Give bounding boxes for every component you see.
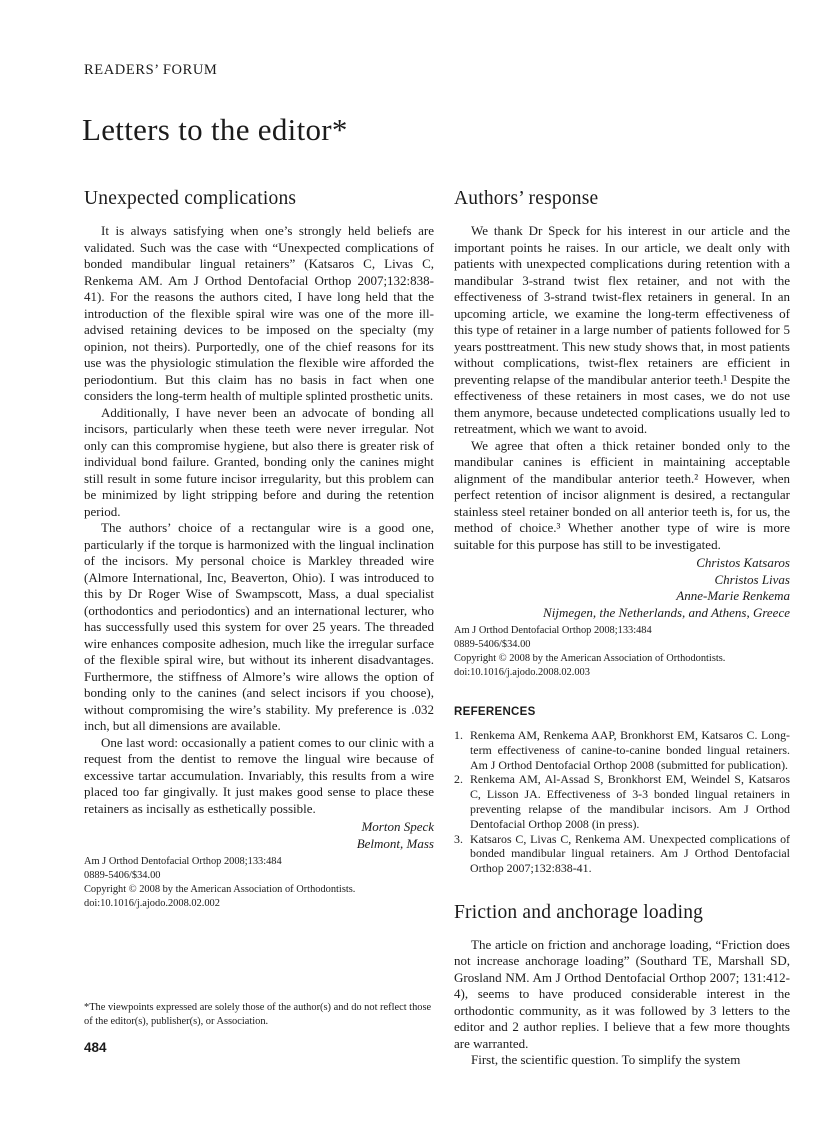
right-column xyxy=(454,188,790,1069)
reference-number: 3. xyxy=(454,831,463,846)
letter-friction-anchorage xyxy=(454,902,790,1069)
signature-block xyxy=(84,819,434,852)
section-kicker: READERS’ FORUM xyxy=(84,62,218,78)
citation-line: Am J Orthod Dentofacial Orthop 2008;133:484 xyxy=(84,856,282,867)
paragraph: We thank Dr Speck for his interest in our article and the important points he raises. In our article, we dealt only with patients with unexpected complications during retention with a mandibular 3-strand twist flex retainer, and not with the effectiveness of 3-strand twist-flex retainers in general. In an upcoming article, we examine the long-term effectiveness of this type of retainer in a large number of patients followed for 5 years posttreatment. This new study shows that, in most patients without complications, twist-flex retainers are efficient in preventing relapse of the mandibular anterior teeth.¹ Despite the effectiveness of these retainers in most cases, we do not use them anymore, because undetected complications usually led to retreatment, which we want to avoid. xyxy=(454,223,790,436)
references-heading: REFERENCES xyxy=(454,706,536,718)
signature-name: Christos Livas xyxy=(714,571,790,587)
reference-item xyxy=(454,728,790,772)
signature-name: Morton Speck xyxy=(361,819,434,834)
citation-line: 0889-5406/$34.00 xyxy=(454,639,531,650)
signature-block xyxy=(454,555,790,621)
citation-line: Copyright © 2008 by the American Association of Orthodontists. xyxy=(454,653,726,664)
page-title: Letters to the editor* xyxy=(82,112,348,147)
reference-item xyxy=(454,772,790,831)
paragraph: We agree that often a thick retainer bonded only to the mandibular canines is efficient in maintaining acceptable alignment of the mandibular anterior teeth.² However, when perfect retention of incisor alignment is desired, a rectangular stainless steel retainer bonded on all anterior teeth is, for us, the method of choice.³ Whether another type of wire is more suitable for this purpose has still to be investigated. xyxy=(454,437,790,552)
letter-heading: Friction and anchorage loading xyxy=(454,901,704,923)
left-column xyxy=(84,188,434,1069)
signature-name: Anne-Marie Renkema xyxy=(676,588,790,603)
page-number: 484 xyxy=(84,1040,107,1055)
reference-number: 1. xyxy=(454,728,463,742)
citation-block xyxy=(454,624,790,680)
reference-text: Renkema AM, Renkema AAP, Bronkhorst EM, Katsaros C. Long-term effectiveness of canine-to-canine bonded lingual retainers. Am J Orthod Dentofacial Orthop 2008 (submitted for publication). xyxy=(470,728,790,772)
citation-line: Copyright © 2008 by the American Association of Orthodontists. xyxy=(84,884,356,895)
reference-text: Renkema AM, Al-Assad S, Bronkhorst EM, Weindel S, Katsaros C, Lisson JA. Effectiveness of 3-3 bonded lingual retainers in preventing relapse of the mandibular incisors. Am J Orthod Dentofacial Orthop 2008 (in press). xyxy=(470,772,790,831)
reference-item xyxy=(454,832,790,876)
paragraph: First, the scientific question. To simplify the system xyxy=(471,1052,741,1068)
two-column-layout xyxy=(84,188,790,1069)
response-heading: Authors’ response xyxy=(454,188,599,209)
references-list xyxy=(454,728,790,876)
signature-location: Belmont, Mass xyxy=(356,835,434,851)
paragraph: Additionally, I have never been an advocate of bonding all incisors, particularly when these teeth were never irregular. Not only can this compromise hygiene, but also there is greater risk of individual bond failure. Granted, bonding only the canines might still result in some future incisor irregularity, but this problem can be minimized by light stripping before and during the retention period. xyxy=(84,404,434,519)
paragraph: The authors’ choice of a rectangular wire is a good one, particularly if the torque is harmonized with the lingual inclination of the incisors. My personal choice is Markley threaded wire (Almore International, Inc, Beaverton, Ohio). I was introduced to this by Dr Roger Wise of Swampscott, Mass, a dual specialist (orthodontics and periodontics) and an international lecturer, who has successfully used this system for over 25 years. The threaded wire enhances composite adhesion, much like the irregular surface of the flexible spiral wire, but without its inherent disadvantages. Furthermore, the stiffness of Almore’s wire allows the option of bonding only to the canines (and select incisors if you choose), without compromising the wire’s stability. My preference is .032 inch, but all dimensions are available. xyxy=(84,520,434,733)
citation-line: Am J Orthod Dentofacial Orthop 2008;133:484 xyxy=(454,625,652,636)
citation-block xyxy=(84,855,434,911)
paragraph: One last word: occasionally a patient comes to our clinic with a request from the dentist to remove the lingual wire because of excessive tartar accumulation. Invariably, this results from a wire placed too far gingivally. It just makes good sense to place these retainers as incisally as esthetically possible. xyxy=(84,734,434,816)
paragraph: The article on friction and anchorage loading, “Friction does not increase anchorage loading” (Southard TE, Marshall SD, Grosland NM. Am J Orthod Dentofacial Orthop 2007; 131:412-4), seems to have produced considerable interest in the orthodontic community, as it was followed by 3 letters to the editor and 2 author replies. I believe that a few more thoughts are warranted. xyxy=(454,936,790,1051)
letter-heading: Unexpected complications xyxy=(84,188,297,209)
citation-line: 0889-5406/$34.00 xyxy=(84,870,161,881)
authors-response-section xyxy=(454,188,790,876)
signature-location: Nijmegen, the Netherlands, and Athens, Greece xyxy=(543,604,790,620)
paragraph: It is always satisfying when one’s strongly held beliefs are validated. Such was the case with “Unexpected complications of bonded mandibular lingual retainers” (Katsaros C, Livas C, Renkema AM. Am J Orthod Dentofacial Orthop 2007;132:838-41). For the reasons the authors cited, I have long held that the introduction of the flexible spiral wire was one of the more ill-advised retaining devices to be imposed on the specialty (my opinion, not theirs). Purportedly, one of the chief reasons for its use was the physiologic stimulation the flexible wire afforded the periodontium. But this claim has no basis in fact when one considers the long-term health of multiple splinted prosthetic units. xyxy=(84,223,434,403)
citation-line: doi:10.1016/j.ajodo.2008.02.002 xyxy=(84,898,220,909)
reference-number: 2. xyxy=(454,772,463,787)
letter-unexpected-complications xyxy=(84,188,434,911)
footnote: *The viewpoints expressed are solely those of the author(s) and do not reflect those of the editor(s), publisher(s), or Association. xyxy=(84,1002,432,1028)
reference-text: Katsaros C, Livas C, Renkema AM. Unexpected complications of bonded mandibular lingual retainers. Am J Orthod Dentofacial Orthop 2007;132:838-41. xyxy=(470,831,790,876)
signature-name: Christos Katsaros xyxy=(696,555,790,570)
citation-line: doi:10.1016/j.ajodo.2008.02.003 xyxy=(454,667,590,678)
